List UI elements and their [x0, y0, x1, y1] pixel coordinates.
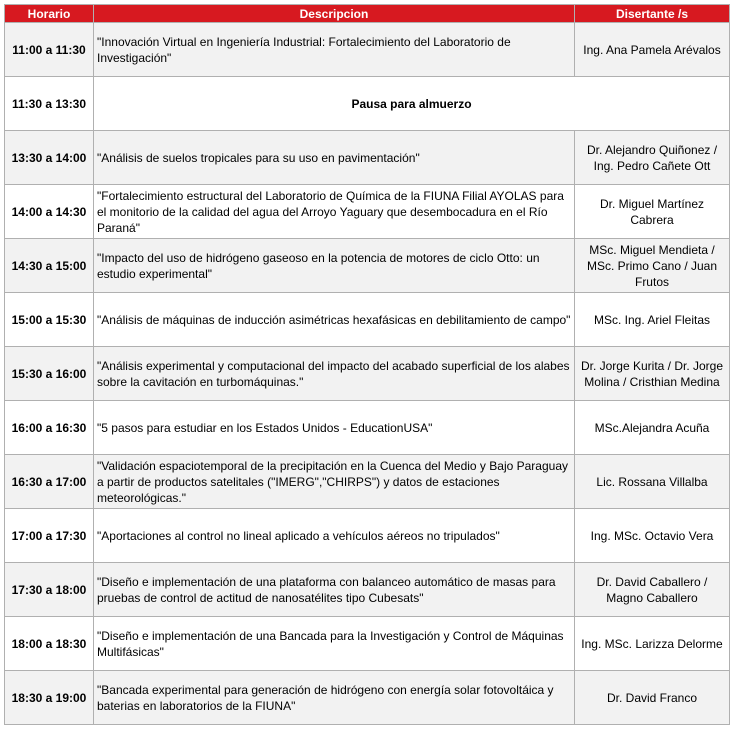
table-row	[5, 239, 730, 293]
row-time: 15:00 a 15:30	[5, 293, 94, 347]
row-description: "Bancada experimental para generación de hidrógeno con energía solar fotovoltáica y baterias en laboratorios de la FIUNA"	[94, 671, 575, 725]
row-speakers: Ing. MSc. Octavio Vera	[575, 509, 730, 563]
table-row	[5, 347, 730, 401]
row-speakers: Lic. Rossana Villalba	[575, 455, 730, 509]
row-time: 14:00 a 14:30	[5, 185, 94, 239]
row-speakers: MSc. Ing. Ariel Fleitas	[575, 293, 730, 347]
row-description: "Análisis de suelos tropicales para su uso en pavimentación"	[94, 131, 575, 185]
row-time: 16:30 a 17:00	[5, 455, 94, 509]
row-description: "Impacto del uso de hidrógeno gaseoso en la potencia de motores de ciclo Otto: un estudio experimental"	[94, 239, 575, 293]
row-speakers: MSc.Alejandra Acuña	[575, 401, 730, 455]
row-description: "Diseño e implementación de una plataforma con balanceo automático de masas para pruebas de control de actitud de nanosatélites tipo Cubesats"	[94, 563, 575, 617]
row-description: "Validación espaciotemporal de la precipitación en la Cuenca del Medio y Bajo Paraguay a partir de productos satelitales ("IMERG","CHIRPS") y datos de estaciones meteorológicas."	[94, 455, 575, 509]
table-row	[5, 77, 730, 131]
row-time: 17:30 a 18:00	[5, 563, 94, 617]
table-row	[5, 131, 730, 185]
row-description: "Fortalecimiento estructural del Laboratorio de Química de la FIUNA Filial AYOLAS para el monitorio de la calidad del agua del Arroyo Yaguary que desembocadura en el Río Paraná"	[94, 185, 575, 239]
table-row	[5, 671, 730, 725]
table-row	[5, 23, 730, 77]
header-speakers: Disertante /s	[575, 5, 730, 23]
row-time: 11:00 a 11:30	[5, 23, 94, 77]
header-row	[5, 5, 730, 23]
table-row	[5, 617, 730, 671]
row-speakers: Dr. David Franco	[575, 671, 730, 725]
row-description: "Análisis experimental y computacional del impacto del acabado superficial de los alabes sobre la cavitación en turbomáquinas."	[94, 347, 575, 401]
row-time: 17:00 a 17:30	[5, 509, 94, 563]
row-time: 18:30 a 19:00	[5, 671, 94, 725]
row-description: "Análisis de máquinas de inducción asimétricas hexafásicas en debilitamiento de campo"	[94, 293, 575, 347]
table-row	[5, 455, 730, 509]
row-description: "Diseño e implementación de una Bancada para la Investigación y Control de Máquinas Multifásicas"	[94, 617, 575, 671]
row-description: "Innovación Virtual en Ingeniería Industrial: Fortalecimiento del Laboratorio de Investigación"	[94, 23, 575, 77]
lunch-break: Pausa para almuerzo	[94, 77, 730, 131]
row-description: "5 pasos para estudiar en los Estados Unidos - EducationUSA"	[94, 401, 575, 455]
header-description: Descripcion	[94, 5, 575, 23]
row-time: 14:30 a 15:00	[5, 239, 94, 293]
row-speakers: Dr. Miguel Martínez Cabrera	[575, 185, 730, 239]
table-row	[5, 563, 730, 617]
row-time: 18:00 a 18:30	[5, 617, 94, 671]
table-row	[5, 185, 730, 239]
row-speakers: Dr. Alejandro Quiñonez / Ing. Pedro Cañete Ott	[575, 131, 730, 185]
row-description: "Aportaciones al control no lineal aplicado a vehículos aéreos no tripulados"	[94, 509, 575, 563]
row-time: 11:30 a 13:30	[5, 77, 94, 131]
row-speakers: Dr. Jorge Kurita / Dr. Jorge Molina / Cristhian Medina	[575, 347, 730, 401]
row-speakers: Ing. Ana Pamela Arévalos	[575, 23, 730, 77]
row-speakers: Dr. David Caballero / Magno Caballero	[575, 563, 730, 617]
row-time: 13:30 a 14:00	[5, 131, 94, 185]
row-time: 16:00 a 16:30	[5, 401, 94, 455]
row-speakers: Ing. MSc. Larizza Delorme	[575, 617, 730, 671]
table-row	[5, 293, 730, 347]
schedule-table	[4, 4, 730, 725]
row-speakers: MSc. Miguel Mendieta / MSc. Primo Cano / Juan Frutos	[575, 239, 730, 293]
table-row	[5, 401, 730, 455]
table-row	[5, 509, 730, 563]
header-time: Horario	[5, 5, 94, 23]
row-time: 15:30 a 16:00	[5, 347, 94, 401]
